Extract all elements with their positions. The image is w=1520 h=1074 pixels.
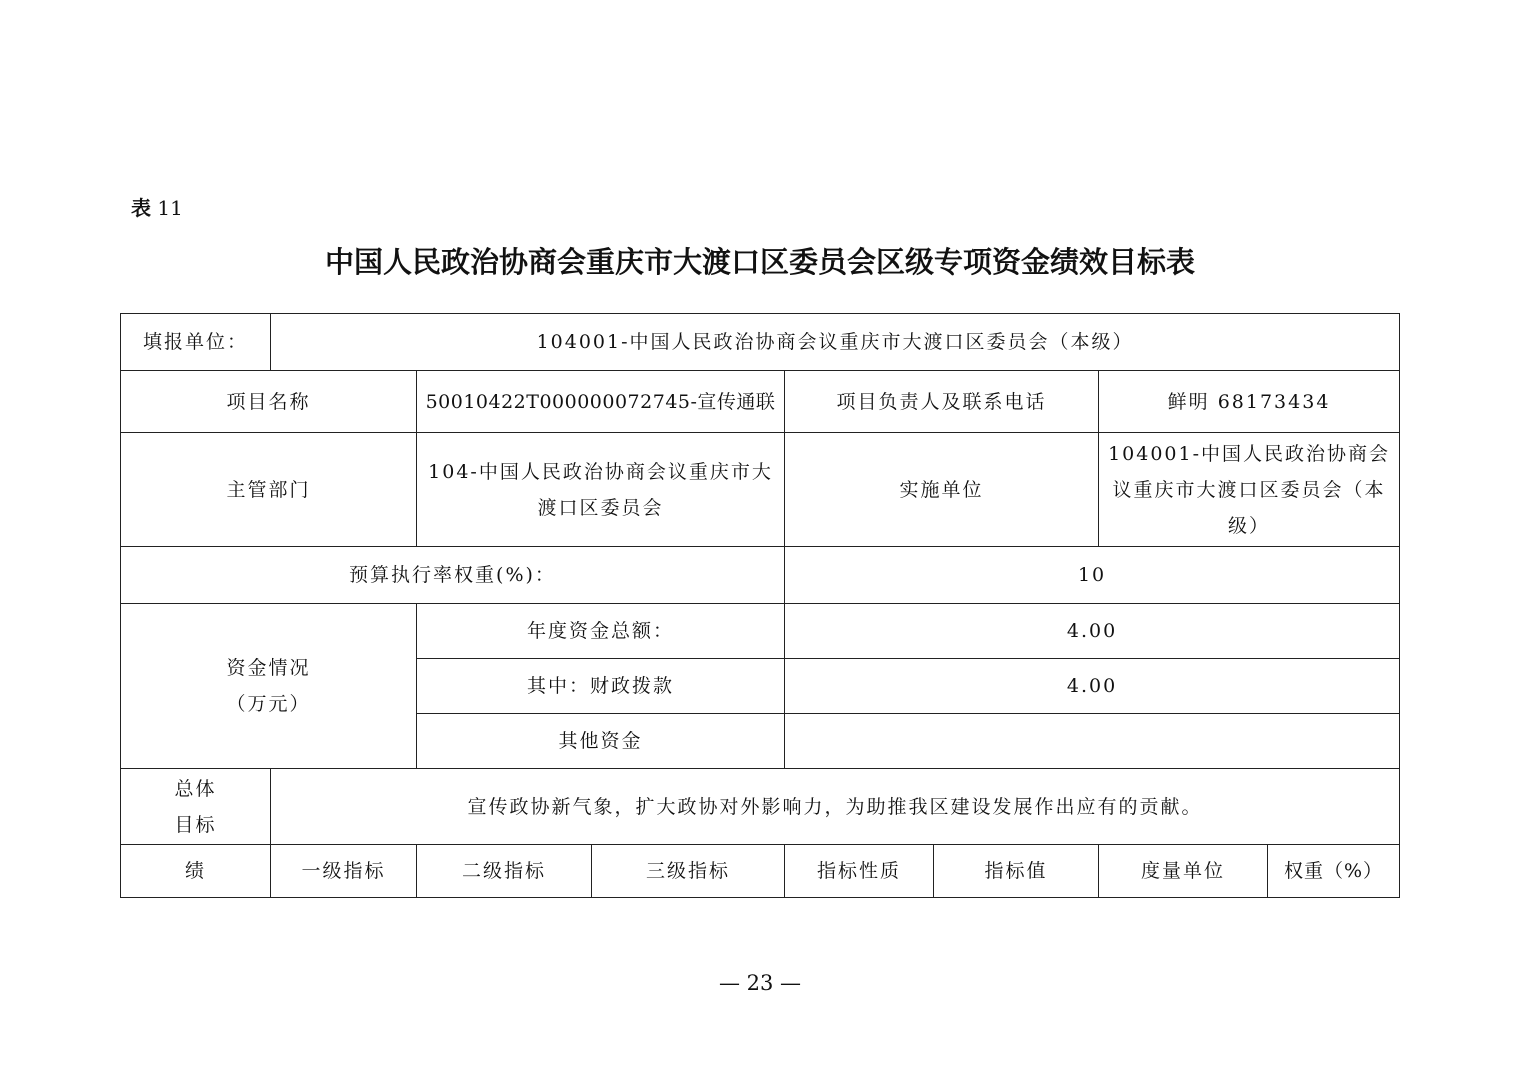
row-overall-goal [121, 769, 1400, 845]
annual-total-value: 4.00 [785, 604, 1400, 659]
budget-weight-label: 预算执行率权重(%)： [121, 547, 785, 604]
reporting-unit-label: 填报单位： [121, 314, 271, 371]
row-project [121, 371, 1400, 433]
column-header: 指标值 [934, 845, 1099, 898]
table-label-prefix: 表 [131, 196, 151, 220]
table-label [131, 196, 183, 220]
project-name-value: 50010422T000000072745-宣传通联 [417, 371, 785, 433]
row-reporting-unit [121, 314, 1400, 371]
contact-label: 项目负责人及联系电话 [785, 371, 1099, 433]
contact-value: 鲜明 68173434 [1099, 371, 1400, 433]
other-funds-label: 其他资金 [417, 714, 785, 769]
column-header: 二级指标 [417, 845, 592, 898]
overall-goal-label [121, 769, 271, 845]
column-header: 度量单位 [1099, 845, 1268, 898]
overall-goal-label-line2: 目标 [174, 813, 217, 836]
row-indicator-headers [121, 845, 1400, 898]
other-funds-value [785, 714, 1400, 769]
performance-target-table [120, 313, 1400, 898]
column-header: 权重（%） [1268, 845, 1400, 898]
overall-goal-label-line1: 总体 [174, 777, 217, 800]
column-header: 一级指标 [271, 845, 417, 898]
row-annual-total [121, 604, 1400, 659]
row-department [121, 433, 1400, 547]
budget-weight-value: 10 [785, 547, 1400, 604]
project-name-label: 项目名称 [121, 371, 417, 433]
fiscal-funds-label: 其中：财政拨款 [417, 659, 785, 714]
reporting-unit-value: 104001-中国人民政治协商会议重庆市大渡口区委员会（本级） [271, 314, 1400, 371]
column-header: 三级指标 [592, 845, 785, 898]
table-label-number: 11 [157, 196, 183, 220]
row-budget-weight [121, 547, 1400, 604]
funds-label [121, 604, 417, 769]
department-label: 主管部门 [121, 433, 417, 547]
department-value: 104-中国人民政治协商会议重庆市大渡口区委员会 [417, 433, 785, 547]
funds-label-line1: 资金情况 [226, 657, 311, 679]
column-header: 绩 [121, 845, 271, 898]
page-number: — 23 — [718, 971, 802, 995]
implementing-unit-label: 实施单位 [785, 433, 1099, 547]
overall-goal-value: 宣传政协新气象，扩大政协对外影响力，为助推我区建设发展作出应有的贡献。 [271, 769, 1400, 845]
annual-total-label: 年度资金总额： [417, 604, 785, 659]
funds-label-line2: （万元） [226, 693, 311, 715]
fiscal-funds-value: 4.00 [785, 659, 1400, 714]
document-title: 中国人民政治协商会重庆市大渡口区委员会区级专项资金绩效目标表 [324, 245, 1195, 279]
column-header: 指标性质 [785, 845, 934, 898]
implementing-unit-value: 104001-中国人民政治协商会议重庆市大渡口区委员会（本级） [1099, 433, 1400, 547]
